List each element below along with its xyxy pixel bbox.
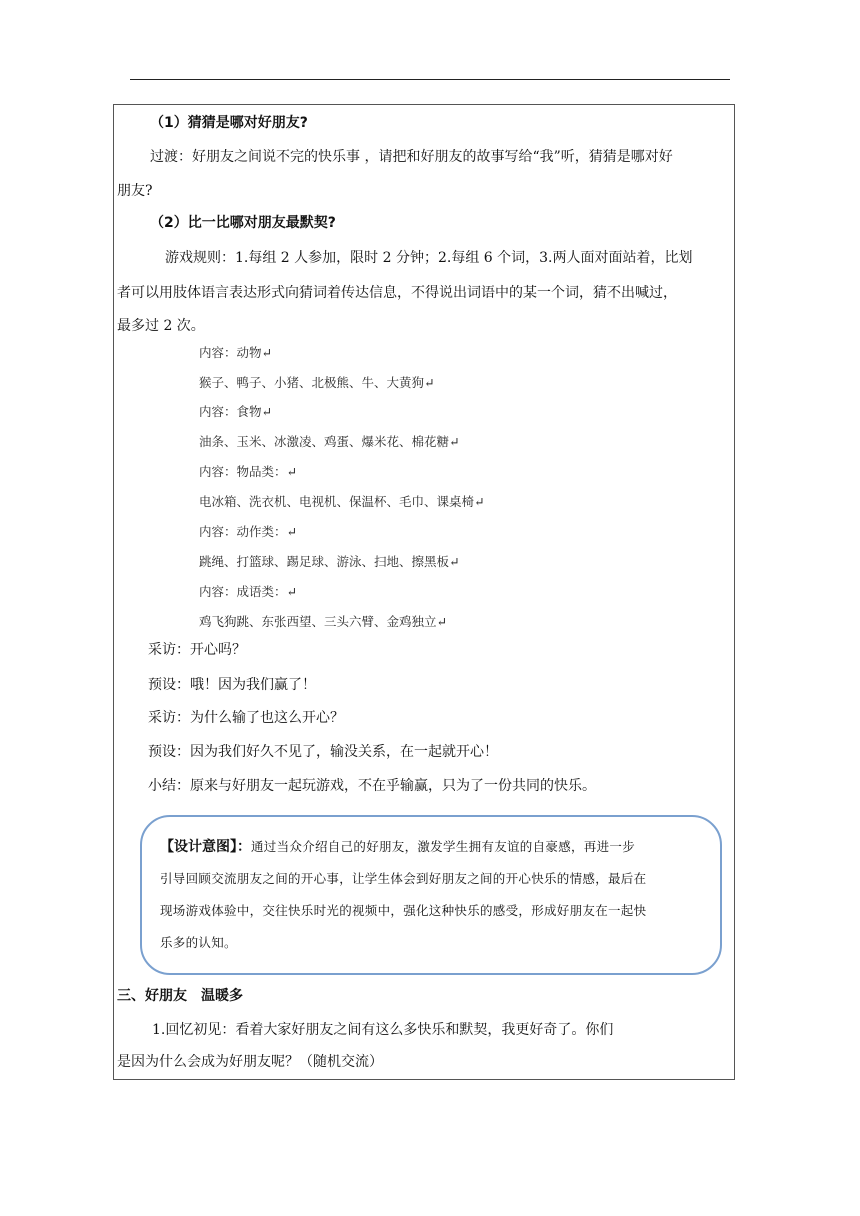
design-intent-label: 【设计意图】： <box>160 839 251 855</box>
guess-heading: （1）猜猜是哪对好朋友? <box>150 115 308 131</box>
summary-text: 小结：原来与好朋友一起玩游戏，不在乎输赢，只为了一份共同的快乐。 <box>148 778 596 794</box>
design-intent-line4: 乐多的认知。 <box>160 935 237 950</box>
interview-question: 采访：开心吗？ <box>148 642 246 658</box>
word-list-label: 内容：成语类：↵ <box>199 584 297 599</box>
word-list-words: 油条、玉米、冰激凌、鸡蛋、爆米花、棉花糖↵ <box>199 434 460 449</box>
word-list-label: 内容：食物↵ <box>199 404 272 419</box>
word-list-label: 内容：物品类：↵ <box>199 464 297 479</box>
preset-answer: 预设：因为我们好久不见了，输没关系，在一起就开心！ <box>148 744 498 760</box>
recall-text-line2: 是因为什么会成为好朋友呢？（随机交流） <box>117 1054 383 1070</box>
word-list-words: 电冰箱、洗衣机、电视机、保温杯、毛巾、课桌椅↵ <box>199 494 485 509</box>
word-list-words: 猴子、鸭子、小猪、北极熊、牛、大黄狗↵ <box>199 375 435 390</box>
design-intent-line1: 【设计意图】：通过当众介绍自己的好朋友，激发学生拥有友谊的自豪感，再进一步 <box>160 839 636 855</box>
word-list-words: 鸡飞狗跳、东张西望、三头六臂、金鸡独立↵ <box>199 614 447 629</box>
preset-answer: 预设：哦！因为我们赢了！ <box>148 677 316 693</box>
game-rules-line1: 游戏规则：1.每组 2 人参加，限时 2 分钟；2.每组 6 个词，3.两人面对面站着，比划 <box>165 250 693 266</box>
word-list-label: 内容：动物↵ <box>199 345 272 360</box>
compare-heading: （2）比一比哪对朋友最默契? <box>150 215 336 231</box>
interview-question: 采访：为什么输了也这么开心？ <box>148 710 344 726</box>
word-list-words: 跳绳、打篮球、踢足球、游泳、扫地、擦黑板↵ <box>199 554 460 569</box>
game-rules-line3: 最多过 2 次。 <box>117 318 205 334</box>
header-rule <box>130 79 730 80</box>
design-intent-line2: 引导回顾交流朋友之间的开心事，让学生体会到好朋友之间的开心快乐的情感，最后在 <box>160 871 647 886</box>
word-list-label: 内容：动作类：↵ <box>199 524 297 539</box>
design-intent-line3: 现场游戏体验中，交往快乐时光的视频中，强化这种快乐的感受，形成好朋友在一起快 <box>160 903 647 918</box>
transition-text-line2: 朋友? <box>117 183 153 199</box>
section-heading: 三、好朋友 温暖多 <box>117 988 243 1004</box>
transition-text-line1: 过渡：好朋友之间说不完的快乐事 ，请把和好朋友的故事写给“我”听，猜猜是哪对好 <box>150 149 673 165</box>
recall-text-line1: 1.回忆初见：看着大家好朋友之间有这么多快乐和默契，我更好奇了。你们 <box>152 1022 614 1038</box>
game-rules-line2: 者可以用肢体语言表达形式向猜词着传达信息，不得说出词语中的某一个词，猜不出喊过， <box>117 285 677 301</box>
